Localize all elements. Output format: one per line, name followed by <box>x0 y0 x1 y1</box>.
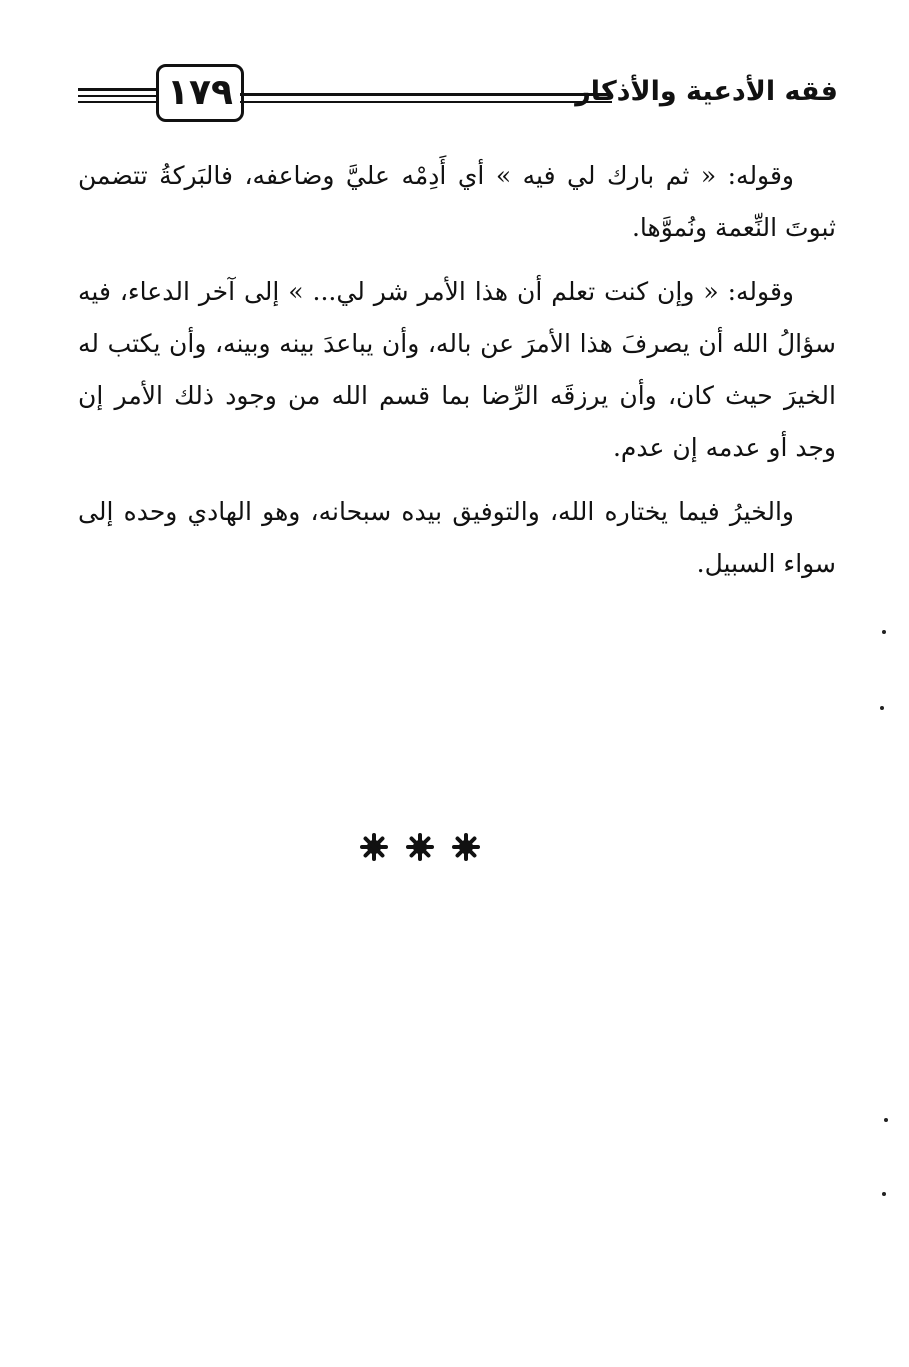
paragraph: وقوله: « ثم بارك لي فيه » أي أَدِمْه عليَّ وضاعفه، فالبَركةُ تتضمن ثبوتَ النِّعمة ونُموَّها. <box>78 161 836 242</box>
body-text <box>78 150 836 602</box>
header-rule <box>78 95 158 97</box>
page-number-box <box>156 64 244 122</box>
section-separator <box>340 822 500 872</box>
star-icon <box>359 832 389 862</box>
star-icon <box>405 832 435 862</box>
star-icon <box>451 832 481 862</box>
paragraph: وقوله: « وإن كنت تعلم أن هذا الأمر شر لي... » إلى آخر الدعاء، فيه سؤالُ الله أن يصرفَ هذا الأمرَ عن باله، وأن يباعدَ بينه وبينه، وأن يكتب له الخيرَ حيث كان، وأن يرزقَه الرِّضا بما قسم الله من وجود ذلك الأمر إن وجد أو عدمه إن عدم. <box>78 277 836 462</box>
page-header <box>78 64 838 126</box>
header-rule <box>78 88 158 91</box>
scan-speck <box>884 1118 888 1122</box>
paragraph: والخيرُ فيما يختاره الله، والتوفيق بيده سبحانه، وهو الهادي وحده إلى سواء السبيل. <box>78 497 836 578</box>
page-number: ١٧٩ <box>167 72 233 113</box>
scan-speck <box>882 630 886 634</box>
header-rule <box>240 101 612 103</box>
scan-speck <box>882 1192 886 1196</box>
header-rule <box>78 101 158 103</box>
scan-speck <box>880 706 884 710</box>
running-title: فقه الأدعية والأذكار <box>575 76 838 107</box>
header-rule <box>240 93 612 96</box>
